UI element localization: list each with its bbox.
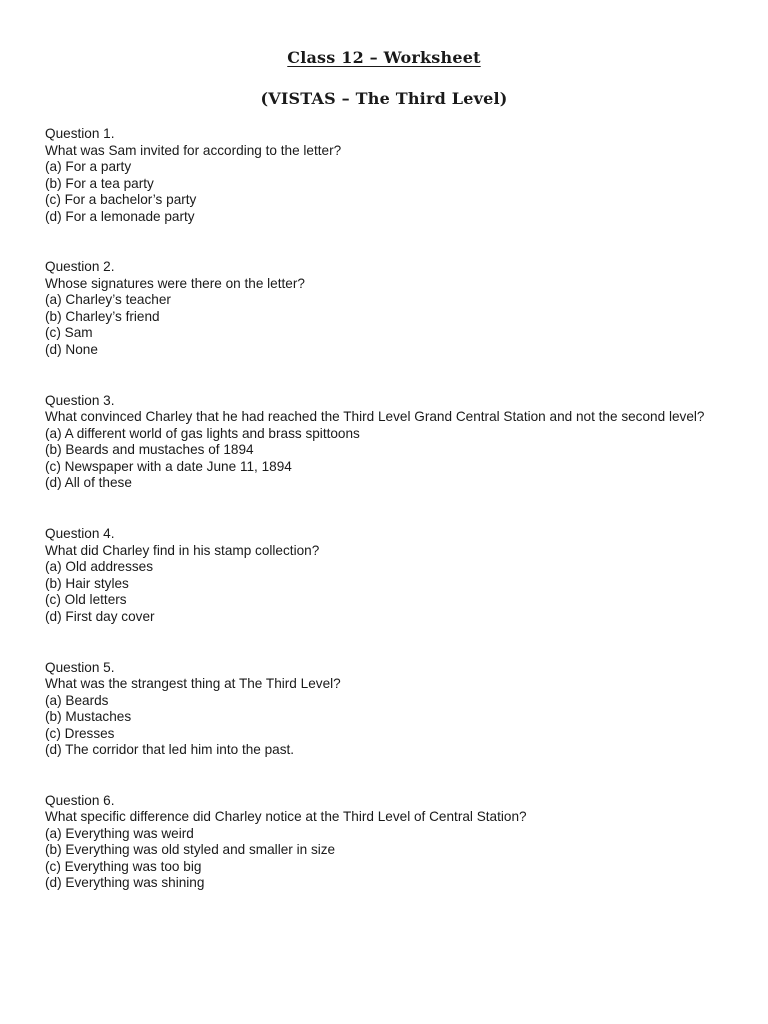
option-c: (c) For a bachelor’s party xyxy=(45,192,197,207)
question-number: Question 5. xyxy=(45,659,115,675)
answer-options xyxy=(45,426,745,492)
question-1 xyxy=(45,126,745,259)
answer-options xyxy=(45,159,745,225)
option-a: (a) Charley’s teacher xyxy=(45,292,171,308)
question-number: Question 1. xyxy=(45,126,115,141)
question-text: What was the strangest thing at The Third Level? xyxy=(45,676,341,692)
option-b: (b) For a tea party xyxy=(45,175,154,191)
answer-options xyxy=(45,292,745,358)
option-c: (c) Newspaper with a date June 11, 1894 xyxy=(45,458,292,474)
question-list xyxy=(45,126,745,926)
question-number: Question 3. xyxy=(45,392,115,408)
option-a: (a) Old addresses xyxy=(45,559,154,575)
option-a: (a) Everything was weird xyxy=(45,825,194,841)
question-text: What did Charley find in his stamp collection? xyxy=(45,542,320,558)
option-d: (d) None xyxy=(45,341,98,357)
question-text: What was Sam invited for according to the letter? xyxy=(45,142,342,158)
option-d: (d) Everything was shining xyxy=(45,875,205,891)
option-d: (d) First day cover xyxy=(45,608,155,624)
question-6 xyxy=(45,793,745,926)
question-number: Question 4. xyxy=(45,526,115,542)
question-number: Question 6. xyxy=(45,792,115,808)
answer-options xyxy=(45,693,745,759)
option-a: (a) A different world of gas lights and brass spittoons xyxy=(45,425,360,441)
question-number: Question 2. xyxy=(45,259,115,275)
option-a: (a) Beards xyxy=(45,692,109,708)
question-4 xyxy=(45,526,745,659)
option-d: (d) The corridor that led him into the past. xyxy=(45,742,295,758)
option-c: (c) Old letters xyxy=(45,592,127,608)
answer-options xyxy=(45,826,745,892)
question-text: What convinced Charley that he had reached the Third Level Grand Central Station and not the second level? xyxy=(45,409,705,425)
option-b: (b) Beards and mustaches of 1894 xyxy=(45,442,254,458)
option-d: (d) For a lemonade party xyxy=(45,208,195,224)
worksheet-title: Class 12 – Worksheet xyxy=(287,48,481,67)
worksheet-subtitle: (VISTAS – The Third Level) xyxy=(260,89,508,108)
option-d: (d) All of these xyxy=(45,475,132,491)
option-a: (a) For a party xyxy=(45,159,132,174)
question-text: Whose signatures were there on the letter? xyxy=(45,275,305,291)
answer-options xyxy=(45,559,745,625)
option-c: (c) Everything was too big xyxy=(45,858,202,874)
option-c: (c) Dresses xyxy=(45,725,115,741)
option-b: (b) Hair styles xyxy=(45,575,129,591)
option-b: (b) Everything was old styled and smaller in size xyxy=(45,842,336,858)
question-5 xyxy=(45,660,745,793)
option-c: (c) Sam xyxy=(45,325,93,341)
question-text: What specific difference did Charley notice at the Third Level of Central Station? xyxy=(45,809,527,825)
option-b: (b) Charley’s friend xyxy=(45,308,160,324)
question-2 xyxy=(45,259,745,392)
question-3 xyxy=(45,393,745,526)
option-b: (b) Mustaches xyxy=(45,709,132,725)
